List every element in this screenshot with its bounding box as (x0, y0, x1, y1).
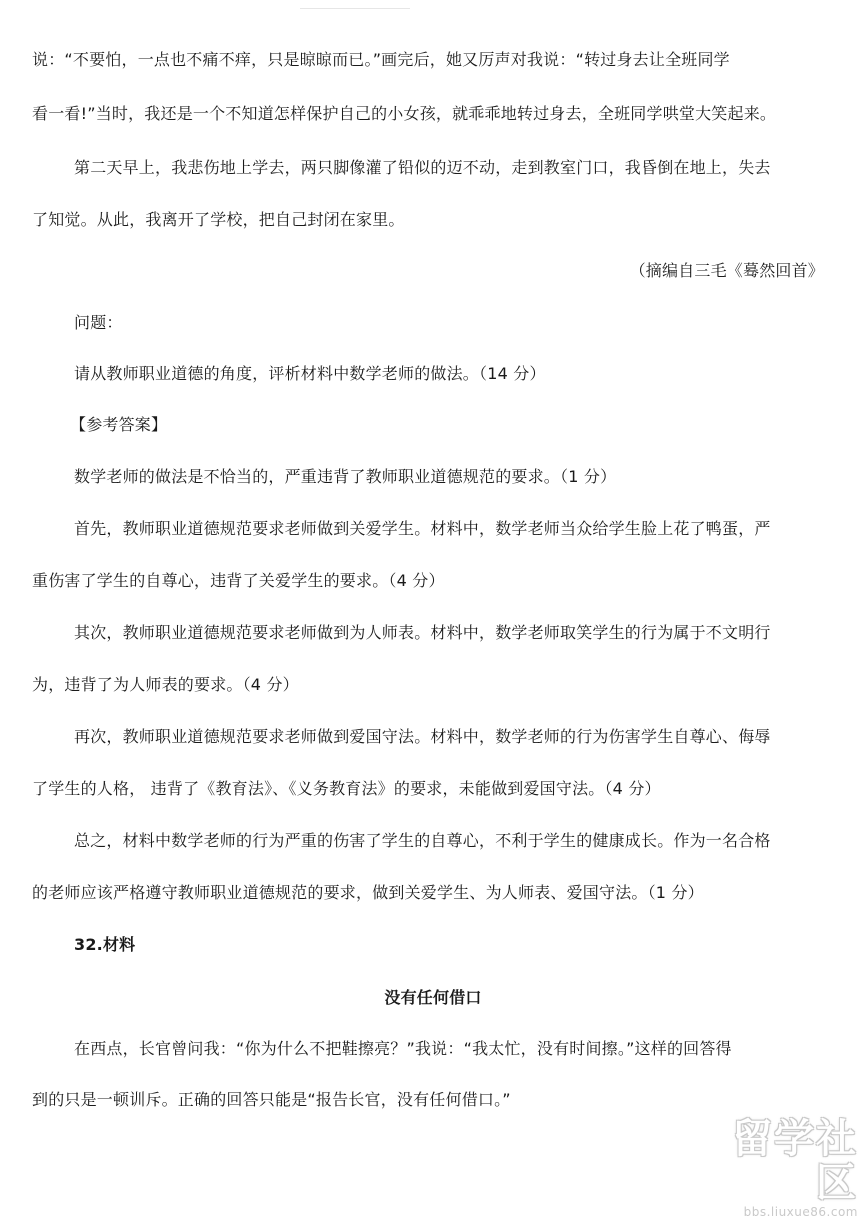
paragraph-line: 说：“不要怕，一点也不痛不痒，只是晾晾而已。”画完后，她又厉声对我说：“转过身去让全班同学 (32, 50, 730, 69)
answer-line: 再次，教师职业道德规范要求老师做到爱国守法。材料中，数学老师的行为伤害学生自尊心、侮辱 (74, 727, 771, 746)
answer-line: 总之，材料中数学老师的行为严重的伤害了学生的自尊心，不利于学生的健康成长。作为一名合格 (74, 831, 771, 850)
section-heading: 32.材料 (74, 935, 136, 954)
material-title: 没有任何借口 (384, 988, 482, 1007)
answer-line: 为，违背了为人师表的要求。（4 分） (32, 675, 299, 694)
paragraph-line: 在西点，长官曾问我：“你为什么不把鞋擦亮？”我说：“我太忙，没有时间擦。”这样的回答得 (74, 1039, 732, 1058)
paragraph-line: 了知觉。从此，我离开了学校，把自己封闭在家里。 (32, 210, 405, 229)
answer-line: 数学老师的做法是不恰当的，严重违背了教师职业道德规范的要求。（1 分） (74, 467, 617, 486)
paragraph-line: 到的只是一顿训斥。正确的回答只能是“报告长官，没有任何借口。” (32, 1090, 511, 1109)
answer-line: 了学生的人格， 违背了《教育法》、《义务教育法》的要求，未能做到爱国守法。（4 分） (32, 779, 661, 798)
answer-line: 的老师应该严格遵守教师职业道德规范的要求，做到关爱学生、为人师表、爱国守法。（1 分） (32, 883, 704, 902)
answer-line: 其次，教师职业道德规范要求老师做到为人师表。材料中，数学老师取笑学生的行为属于不文明行 (74, 623, 771, 642)
paragraph-line: 看一看!”当时，我还是一个不知道怎样保护自己的小女孩，就乖乖地转过身去，全班同学哄堂大笑起来。 (32, 104, 777, 123)
top-divider (300, 8, 410, 9)
question-text: 请从教师职业道德的角度，评析材料中数学老师的做法。（14 分） (74, 364, 546, 383)
paragraph-line: 第二天早上，我悲伤地上学去，两只脚像灌了铅似的迈不动，走到教室门口，我昏倒在地上，失去 (74, 158, 771, 177)
source-citation: （摘编自三毛《蓦然回首》 (629, 261, 824, 280)
watermark-url: bbs.liuxue86.com (743, 1205, 858, 1219)
answer-line: 首先，教师职业道德规范要求老师做到关爱学生。材料中，数学老师当众给学生脸上花了鸭蛋，严 (74, 519, 771, 538)
answer-line: 重伤害了学生的自尊心，违背了关爱学生的要求。（4 分） (32, 571, 445, 590)
watermark-logo: 留学社区 (732, 1116, 858, 1206)
answer-heading: 【参考答案】 (70, 415, 168, 434)
question-heading: 问题： (74, 313, 123, 332)
watermark (698, 1116, 858, 1219)
